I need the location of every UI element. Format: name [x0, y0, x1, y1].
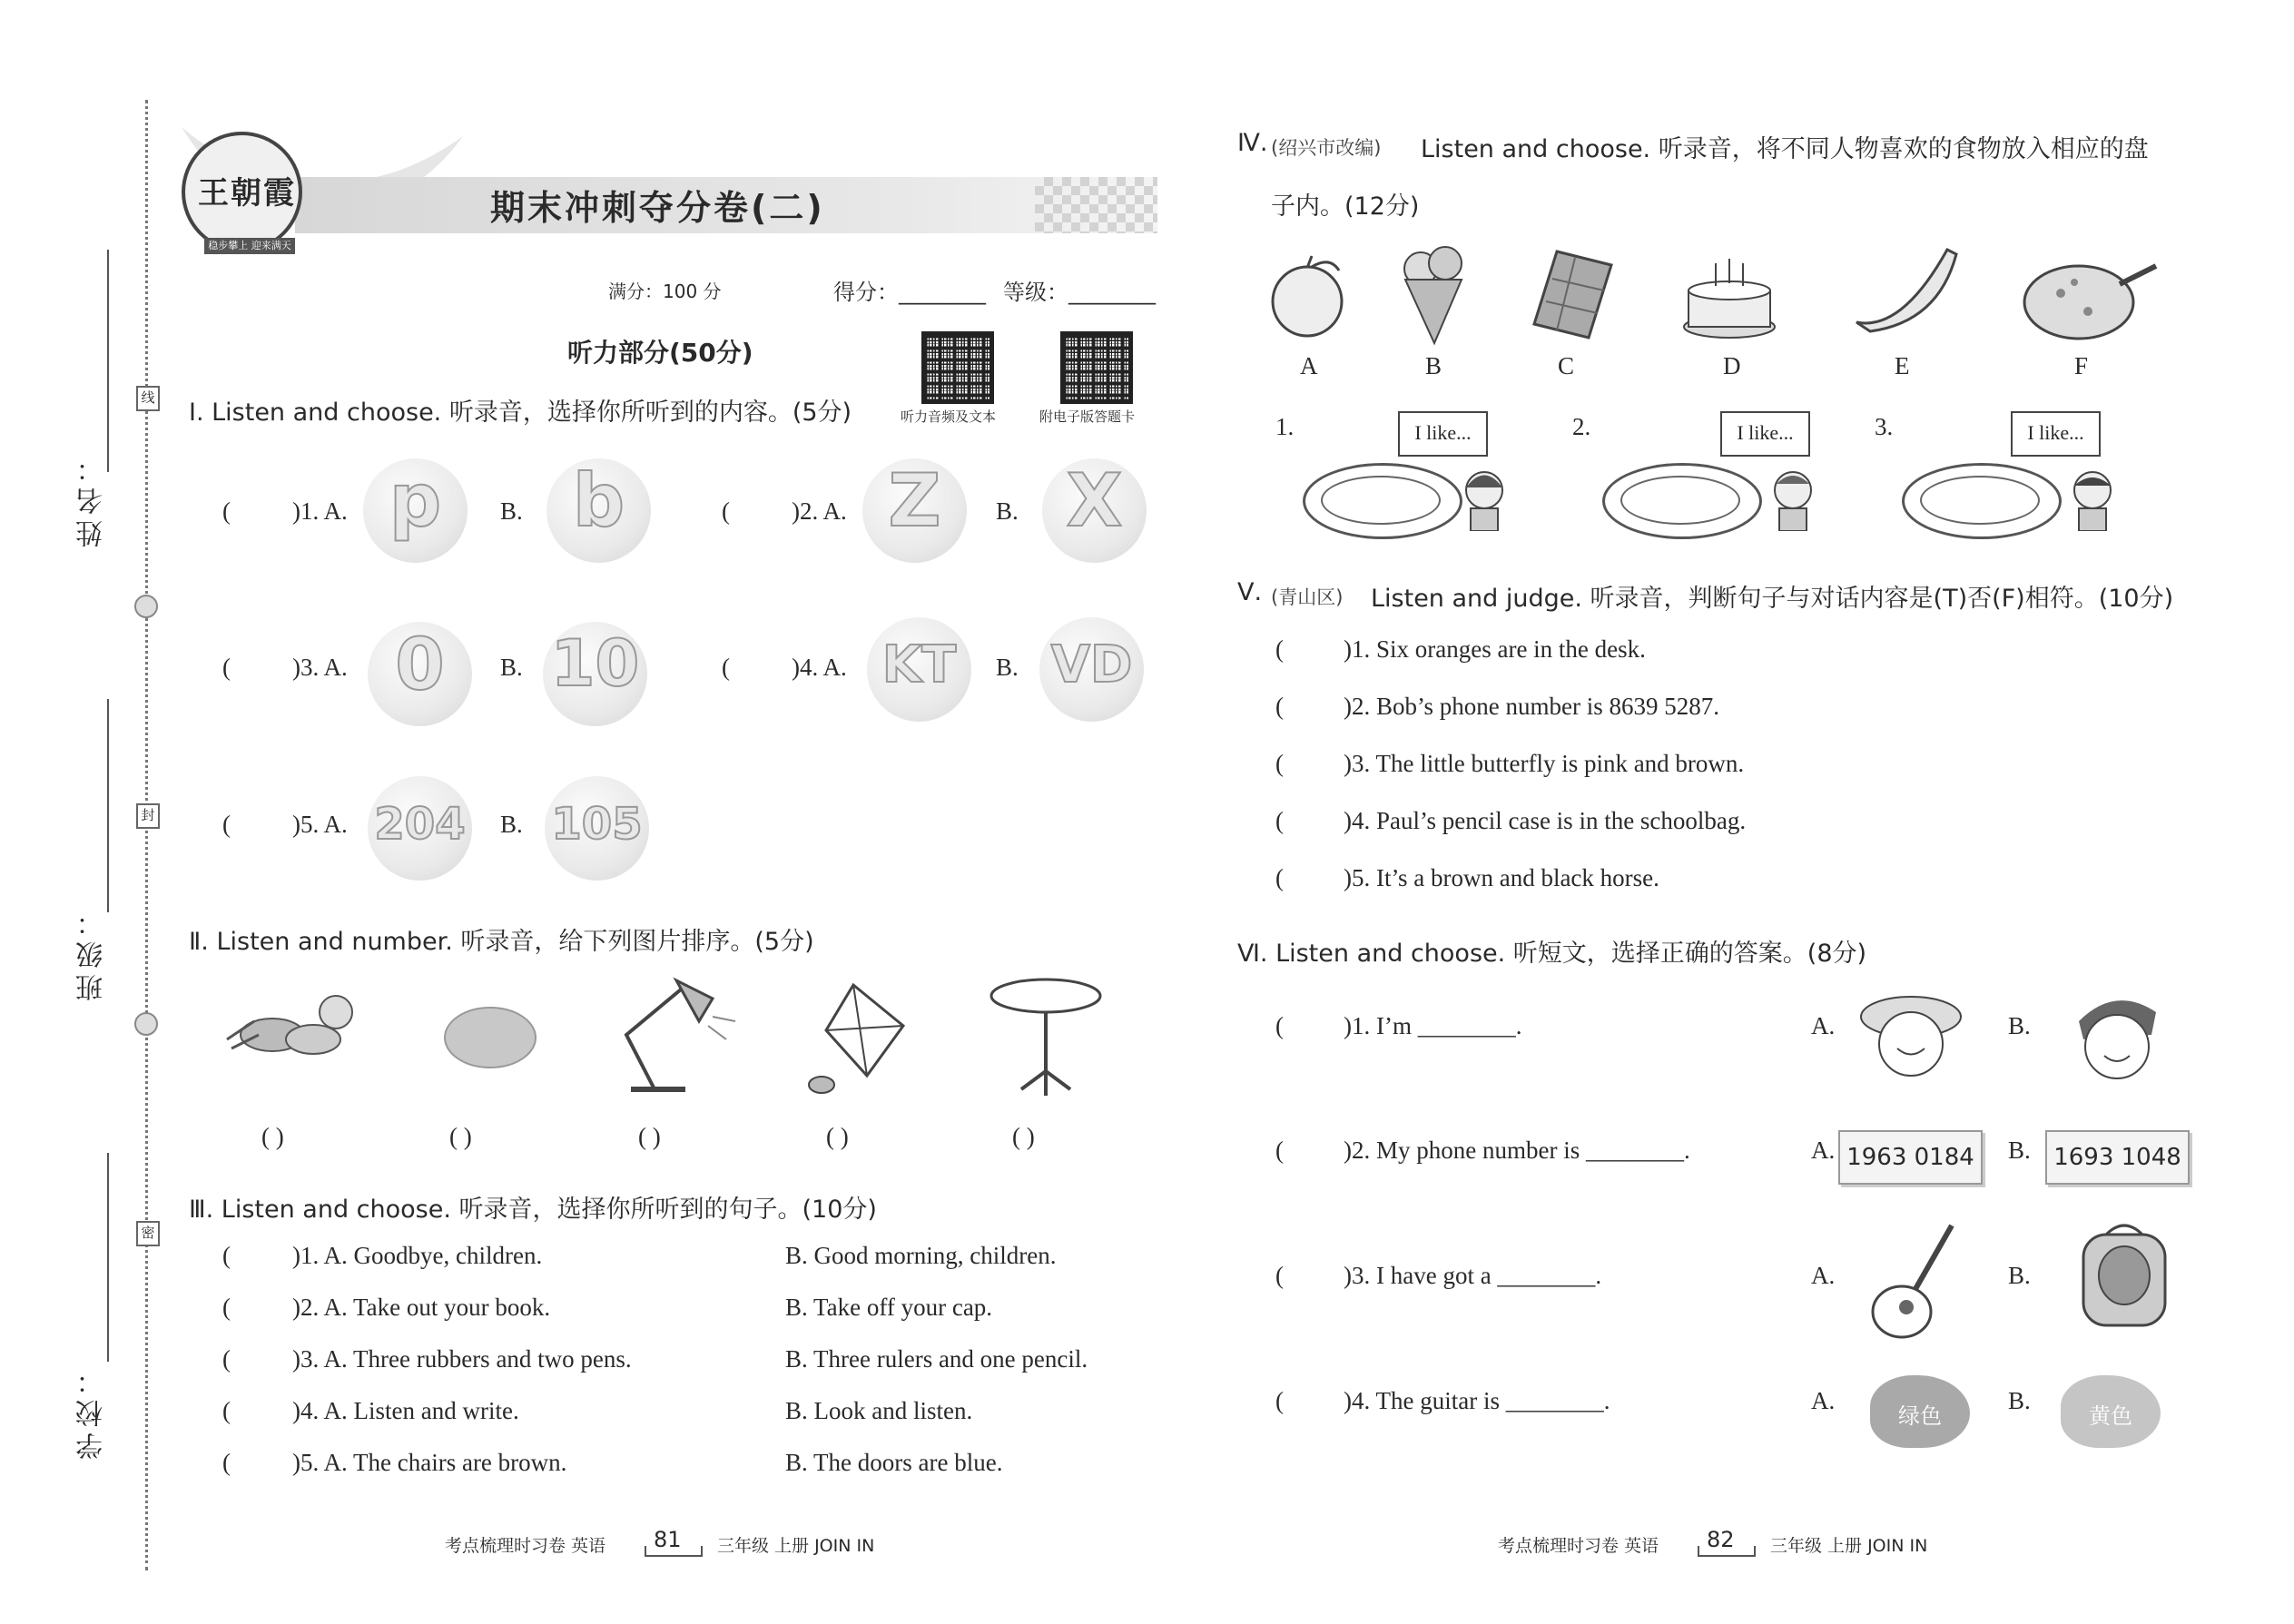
answer-paren: ( [222, 654, 231, 681]
section-6-heading: Ⅵ. Listen and choose. 听短文，选择正确的答案。(8分) [1237, 940, 1867, 968]
choose-item: )4. The guitar is ________. [1344, 1387, 1610, 1414]
color-splash-b-text: 黄色 [2089, 1403, 2132, 1429]
answer-paren: ( [1275, 1012, 1284, 1039]
number-blank[interactable]: ( ) [261, 1123, 284, 1150]
page-title: 期末冲刺夺分卷(二) [490, 188, 825, 228]
option-b: B. Good morning, children. [785, 1242, 1057, 1269]
plate-number: 2. [1572, 413, 1591, 440]
section-5-heading: Listen and judge. 听录音，判断句子与对话内容是(T)否(F)相符。(10分) [1371, 585, 2174, 613]
round-table-picture [985, 976, 1108, 1103]
kite-picture [799, 976, 917, 1103]
answer-paren: ( [222, 811, 231, 838]
answer-paren: ( [222, 1294, 231, 1321]
choose-item: )2. My phone number is ________. [1344, 1137, 1690, 1164]
option-a-label: A. [1811, 1012, 1836, 1039]
binding-hole-1 [134, 595, 158, 618]
food-label-b: B [1425, 352, 1442, 379]
section-5-source: (青山区) [1271, 586, 1344, 608]
food-label-a: A [1300, 352, 1318, 379]
binding-hole-2 [134, 1012, 158, 1036]
speech-bubble: I like... [1720, 411, 1810, 457]
phone-number-card-a: 1963 0184 [1838, 1130, 1983, 1185]
item-number: )5. A. [292, 811, 348, 838]
judge-item: )5. It’s a brown and black horse. [1344, 864, 1659, 891]
qr-caption-answer-card: 附电子版答题卡 [1039, 408, 1136, 425]
section-4-source: (绍兴市改编) [1271, 137, 1382, 159]
number-blank[interactable]: ( ) [1012, 1123, 1035, 1150]
name-label: 姓名： [76, 449, 108, 547]
listening-part-heading: 听力部分(50分) [567, 338, 753, 368]
option-a-label: A. [1811, 1137, 1836, 1164]
speech-bubble: I like... [2011, 411, 2101, 457]
section-3-heading: Ⅲ. Listen and choose. 听录音，选择你所听到的句子。(10分) [189, 1196, 877, 1224]
choose-item: )1. I’m ________. [1344, 1012, 1522, 1039]
food-label-e: E [1895, 352, 1910, 379]
answer-paren: ( [1275, 1387, 1284, 1414]
girl-with-hat-picture [1852, 989, 1970, 1094]
school-underline [107, 1153, 109, 1362]
judge-item: )3. The little butterfly is pink and brown. [1344, 750, 1745, 777]
qr-code-answer-card[interactable] [1060, 331, 1133, 404]
food-label-f: F [2074, 352, 2089, 379]
option-a: )1. A. Goodbye, children. [292, 1242, 543, 1269]
option-b-label: B. [500, 497, 523, 525]
option-text: 10 [550, 626, 640, 701]
option-b: B. Three rulers and one pencil. [785, 1345, 1088, 1373]
class-underline [107, 699, 109, 912]
option-text: b [572, 458, 625, 543]
section-1-heading: Ⅰ. Listen and choose. 听录音，选择你所听到的内容。(5分) [189, 399, 852, 427]
option-a: )3. A. Three rubbers and two pens. [292, 1345, 632, 1373]
option-text: 0 [395, 625, 445, 706]
footer-left-bracket [645, 1546, 703, 1557]
logo-slogan: 稳步攀上 迎来满天 [204, 238, 295, 254]
answer-paren: ( [1275, 693, 1284, 720]
chocolate-picture [1530, 247, 1616, 342]
binding-dotted-line [145, 100, 148, 1570]
seal-box-1: 线 [136, 386, 160, 411]
item-number: )4. A. [792, 654, 847, 681]
option-text: KT [881, 635, 957, 694]
option-a: )4. A. Listen and write. [292, 1397, 519, 1424]
option-a-label: A. [1811, 1262, 1836, 1289]
footer-left-grade: 三年级 上册 JOIN IN [717, 1536, 875, 1556]
footer-right-page: 82 [1707, 1527, 1735, 1552]
option-b: B. Look and listen. [785, 1397, 973, 1424]
option-a: )5. A. The chairs are brown. [292, 1449, 567, 1476]
option-text: X [1066, 458, 1123, 543]
banana-picture [1847, 241, 1965, 340]
option-b-label: B. [2008, 1137, 2031, 1164]
option-b-label: B. [500, 654, 523, 681]
qr-code-audio[interactable] [921, 331, 994, 404]
banner-checker-pattern [1035, 177, 1157, 233]
answer-paren: ( [722, 654, 730, 681]
desk-lamp-picture [604, 971, 735, 1098]
footer-right-grade: 三年级 上册 JOIN IN [1770, 1536, 1928, 1556]
option-b-label: B. [2008, 1387, 2031, 1414]
number-blank[interactable]: ( ) [638, 1123, 661, 1150]
option-b-label: B. [996, 654, 1019, 681]
item-number: )1. A. [292, 497, 348, 525]
answer-paren: ( [1275, 864, 1284, 891]
option-b-label: B. [2008, 1012, 2031, 1039]
plate-inner [1620, 476, 1740, 525]
item-number: )3. A. [292, 654, 348, 681]
cake-picture [1679, 254, 1779, 340]
seal-box-3: 密 [136, 1221, 160, 1246]
option-text: VD [1050, 635, 1133, 694]
option-text: Z [888, 458, 941, 543]
option-a-label: A. [1811, 1387, 1836, 1414]
plate-inner [1321, 476, 1441, 525]
option-b: B. Take off your cap. [785, 1294, 993, 1321]
girl-picture [1457, 468, 1511, 531]
section-2-heading: Ⅱ. Listen and number. 听录音，给下列图片排序。(5分) [189, 928, 814, 956]
section-4-heading: Listen and choose. 听录音，将不同人物喜欢的食物放入相应的盘 [1421, 135, 2149, 163]
answer-paren: ( [1275, 807, 1284, 834]
qr-caption-audio: 听力音频及文本 [901, 408, 997, 425]
answer-paren: ( [222, 1242, 231, 1269]
seal-box-2: 封 [136, 803, 160, 829]
option-b-label: B. [2008, 1262, 2031, 1289]
logo-text: 王朝霞 [198, 175, 296, 212]
answer-paren: ( [722, 497, 730, 525]
full-score: 满分：100 分 [608, 281, 722, 302]
footer-right-text: 考点梳理时习卷 英语 [1498, 1536, 1659, 1556]
answer-paren: ( [222, 1345, 231, 1373]
section-4-roman: Ⅳ. [1237, 129, 1268, 157]
option-b: B. The doors are blue. [785, 1449, 1003, 1476]
speech-bubble: I like... [1398, 411, 1488, 457]
answer-paren: ( [1275, 750, 1284, 777]
plate-number: 3. [1875, 413, 1894, 440]
choose-item: )3. I have got a ________. [1344, 1262, 1602, 1289]
food-label-d: D [1723, 352, 1741, 379]
class-label: 班级： [76, 903, 108, 1001]
phone-number-card-b: 1693 1048 [2045, 1130, 2190, 1185]
option-text: p [389, 458, 442, 543]
school-label: 学校： [76, 1362, 108, 1460]
apple-picture [1266, 254, 1353, 340]
answer-paren: ( [1275, 1137, 1284, 1164]
judge-item: )4. Paul’s pencil case is in the schoolbag. [1344, 807, 1747, 834]
plate-number: 1. [1275, 413, 1295, 440]
option-b-label: B. [996, 497, 1019, 525]
guitar-picture [1866, 1221, 1965, 1343]
boy-face-picture [2061, 985, 2174, 1094]
boy-picture [1766, 468, 1820, 531]
egg-picture [440, 1003, 540, 1071]
section-5-roman: Ⅴ. [1237, 578, 1263, 606]
answer-paren: ( [222, 1449, 231, 1476]
answer-paren: ( [1275, 1262, 1284, 1289]
answer-paren: ( [1275, 635, 1284, 663]
score-field: 得分：________ [833, 280, 986, 305]
ice-cream-picture [1398, 243, 1471, 348]
food-label-c: C [1558, 352, 1575, 379]
option-text: 204 [374, 799, 466, 850]
judge-item: )2. Bob’s phone number is 8639 5287. [1344, 693, 1719, 720]
footer-right-bracket [1698, 1546, 1756, 1557]
vegetables-picture [218, 985, 363, 1076]
judge-item: )1. Six oranges are in the desk. [1344, 635, 1646, 663]
option-a: )2. A. Take out your book. [292, 1294, 551, 1321]
plate-inner [1920, 476, 2040, 525]
child-picture [2065, 468, 2120, 531]
pizza-picture [2020, 257, 2161, 343]
number-blank[interactable]: ( ) [449, 1123, 472, 1150]
color-splash-a-text: 绿色 [1898, 1403, 1942, 1429]
footer-left-text: 考点梳理时习卷 英语 [445, 1536, 606, 1556]
answer-paren: ( [222, 497, 231, 525]
number-blank[interactable]: ( ) [826, 1123, 849, 1150]
option-b-label: B. [500, 811, 523, 838]
grade-field: 等级：________ [1003, 280, 1156, 305]
answer-paren: ( [222, 1397, 231, 1424]
item-number: )2. A. [792, 497, 847, 525]
footer-left-page: 81 [654, 1527, 682, 1552]
section-4-heading-cont: 子内。(12分) [1271, 192, 1420, 221]
spiderman-backpack-picture [2074, 1216, 2174, 1330]
name-underline [107, 250, 109, 472]
option-text: 105 [551, 799, 643, 850]
